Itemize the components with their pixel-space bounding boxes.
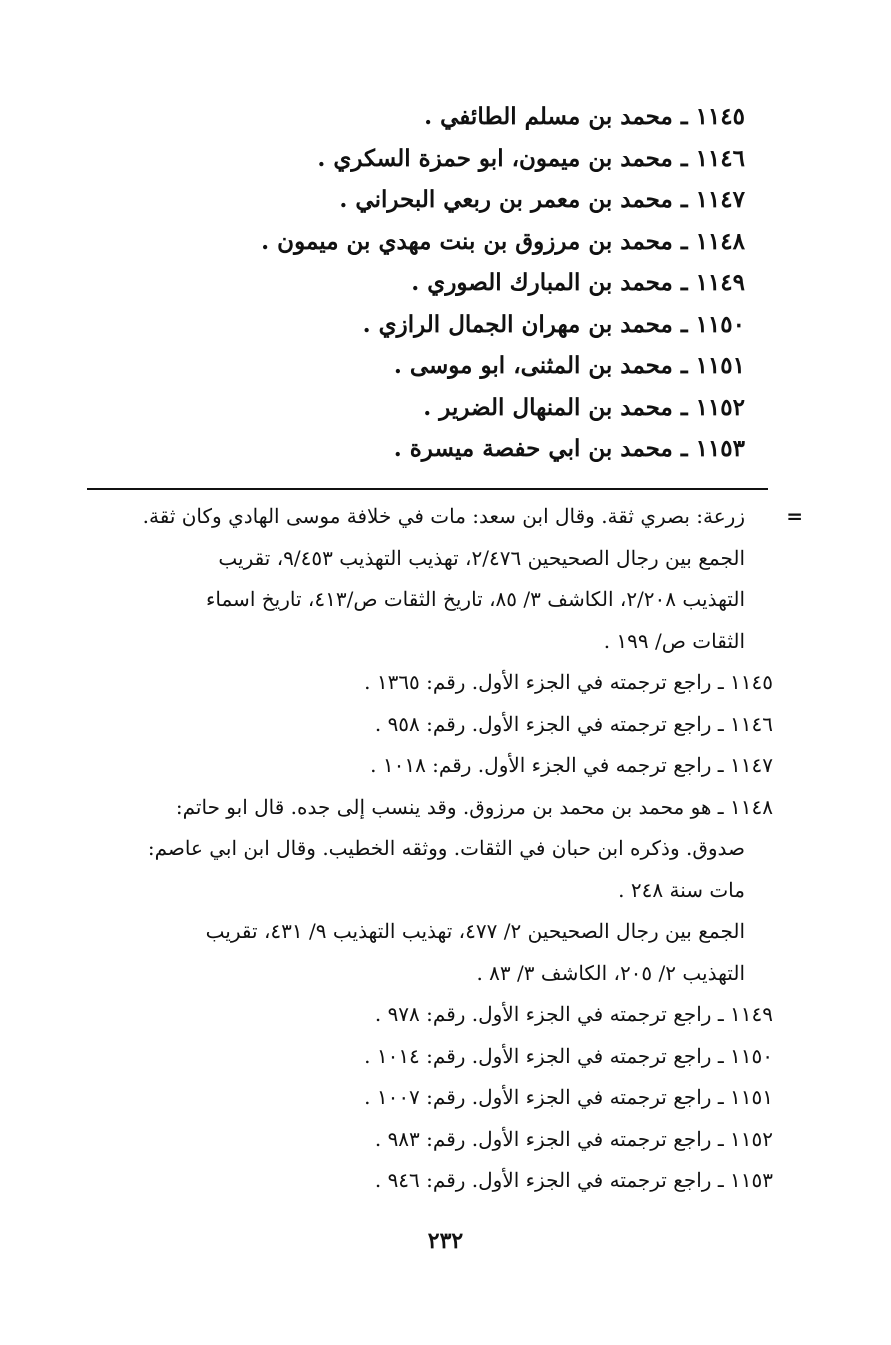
footnote-1147: ١١٤٧ ـ راجع ترجمه في الجزء الأول. رقم: ١٠١٨ .	[370, 753, 773, 777]
entry-1150: ١١٥٠ ـ محمد بن مهران الجمال الرازي .	[362, 310, 745, 338]
narrator-list	[205, 96, 745, 470]
entry-1153: ١١٥٣ ـ محمد بن ابي حفصة ميسرة .	[393, 435, 745, 462]
footnote-1153: ١١٥٣ ـ راجع ترجمته في الجزء الأول. رقم: ٩٤٦ .	[374, 1168, 773, 1192]
entry-1147: ١١٤٧ ـ محمد بن معمر بن ربعي البحراني .	[339, 186, 745, 213]
footnote-1152: ١١٥٢ ـ راجع ترجمته في الجزء الأول. رقم: ٩٨٣ .	[374, 1126, 773, 1151]
footnote-line: ١١٤٨ ـ هو محمد بن محمد بن مرزوق. وقد ينسب إلى جده. قال ابو حاتم:	[175, 794, 773, 819]
continuation-marker: =	[786, 504, 803, 528]
entry-1146: ١١٤٦ ـ محمد بن ميمون، ابو حمزة السكري .	[317, 144, 745, 172]
entry-1149: ١١٤٩ ـ محمد بن المبارك الصوري .	[411, 269, 745, 296]
footnote-line: صدوق. وذكره ابن حبان في الثقات. ووثقه الخطيب. وقال ابن ابي عاصم:	[147, 836, 745, 860]
footnote-1151: ١١٥١ ـ راجع ترجمته في الجزء الأول. رقم: ١٠٠٧ .	[364, 1085, 773, 1109]
footnotes	[93, 496, 803, 1202]
footnote-line: التهذيب ٢/٢٠٨، الكاشف ٣/ ٨٥، تاريخ الثقات ص/٤١٣، تاريخ اسماء	[206, 587, 745, 611]
footnote-line: مات سنة ٢٤٨ .	[618, 877, 745, 902]
footnote-line: زرعة: بصري ثقة. وقال ابن سعد: مات في خلافة موسى الهادي وكان ثقة.	[142, 504, 745, 528]
footnote-1150: ١١٥٠ ـ راجع ترجمته في الجزء الأول. رقم: ١٠١٤ .	[364, 1043, 773, 1068]
footnote-line: الجمع بين رجال الصحيحين ٢/ ٤٧٧، تهذيب التهذيب ٩/ ٤٣١، تقريب	[205, 919, 745, 943]
footnote-line: الثقات ص/ ١٩٩ .	[603, 628, 745, 653]
footnote-1148	[93, 787, 773, 995]
entry-1145: ١١٤٥ ـ محمد بن مسلم الطائفي .	[424, 103, 745, 130]
footnote-divider	[87, 488, 768, 490]
footnote-continuation	[93, 496, 803, 662]
footnote-line: الجمع بين رجال الصحيحين ٢/٤٧٦، تهذيب التهذيب ٩/٤٥٣، تقريب	[218, 545, 745, 570]
entry-1152: ١١٥٢ ـ محمد بن المنهال الضرير .	[423, 393, 745, 421]
footnote-1146: ١١٤٦ ـ راجع ترجمته في الجزء الأول. رقم: ٩٥٨ .	[374, 711, 773, 736]
entry-1148: ١١٤٨ ـ محمد بن مرزوق بن بنت مهدي بن ميمون .	[261, 227, 745, 255]
footnote-1145: ١١٤٥ ـ راجع ترجمته في الجزء الأول. رقم: ١٣٦٥ .	[364, 670, 773, 694]
page-number: ٢٣٢	[427, 1228, 464, 1254]
entry-1151: ١١٥١ ـ محمد بن المثنى، ابو موسى .	[393, 352, 745, 379]
footnote-1149: ١١٤٩ ـ راجع ترجمته في الجزء الأول. رقم: ٩٧٨ .	[374, 1002, 773, 1026]
footnote-line: التهذيب ٢/ ٢٠٥، الكاشف ٣/ ٨٣ .	[476, 960, 745, 985]
